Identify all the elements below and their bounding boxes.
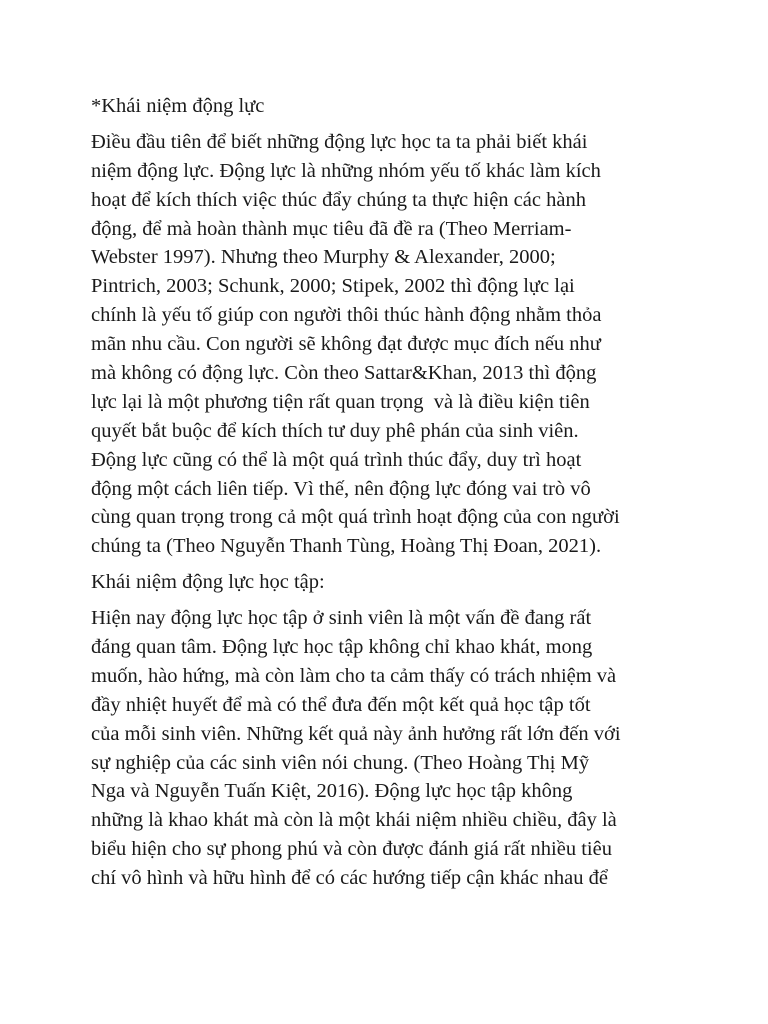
- paragraph-line: biểu hiện cho sự phong phú và còn được đánh giá rất nhiều tiêu: [91, 838, 612, 861]
- paragraph-line: hoạt để kích thích việc thúc đẩy chúng ta thực hiện các hành: [91, 188, 586, 211]
- paragraph-line: Nga và Nguyễn Tuấn Kiệt, 2016). Động lực học tập không: [91, 780, 573, 803]
- paragraph-line: Pintrich, 2003; Schunk, 2000; Stipek, 2002 thì động lực lại: [91, 275, 575, 298]
- paragraph-learning-motivation: [91, 604, 691, 893]
- paragraph-line: lực lại là một phương tiện rất quan trọng và là điều kiện tiên: [91, 390, 590, 413]
- paragraph-line: đầy nhiệt huyết để mà có thể đưa đến một kết quả học tập tốt: [91, 693, 591, 716]
- section-heading-motivation-concept: *Khái niệm động lực: [91, 95, 265, 117]
- paragraph-line: mà không có động lực. Còn theo Sattar&Khan, 2013 thì động: [91, 362, 597, 385]
- section-heading-learning-motivation: Khái niệm động lực học tập:: [91, 571, 325, 594]
- paragraph-line: chính là yếu tố giúp con người thôi thúc hành động nhằm thỏa: [91, 304, 602, 327]
- paragraph-line: Hiện nay động lực học tập ở sinh viên là một vấn đề đang rất: [91, 607, 592, 630]
- paragraph-line: động một cách liên tiếp. Vì thế, nên động lực đóng vai trò vô: [91, 477, 591, 500]
- paragraph-line: những là khao khát mà còn là một khái niệm nhiều chiều, đây là: [91, 809, 617, 832]
- paragraph-line: mãn nhu cầu. Con người sẽ không đạt được mục đích nếu như: [91, 333, 601, 356]
- paragraph-line: động, để mà hoàn thành mục tiêu đã đề ra (Theo Merriam-: [91, 217, 572, 240]
- paragraph-line: Động lực cũng có thể là một quá trình thúc đẩy, duy trì hoạt: [91, 448, 582, 471]
- paragraph-line: muốn, hào hứng, mà còn làm cho ta cảm thấy có trách nhiệm và: [91, 664, 617, 687]
- paragraph-line: chí vô hình và hữu hình để có các hướng tiếp cận khác nhau để: [91, 867, 608, 890]
- paragraph-line: niệm động lực. Động lực là những nhóm yếu tố khác làm kích: [91, 159, 601, 182]
- paragraph-line: quyết bắt buộc để kích thích tư duy phê phán của sinh viên.: [91, 419, 579, 442]
- paragraph-line: Điều đầu tiên để biết những động lực học ta ta phải biết khái: [91, 130, 588, 153]
- paragraph-line: Webster 1997). Nhưng theo Murphy & Alexander, 2000;: [91, 246, 556, 269]
- paragraph-motivation-concept: [91, 128, 691, 561]
- paragraph-line: của mỗi sinh viên. Những kết quả này ảnh hưởng rất lớn đến với: [91, 722, 621, 745]
- paragraph-line: sự nghiệp của các sinh viên nói chung. (Theo Hoàng Thị Mỹ: [91, 751, 590, 774]
- paragraph-line: chúng ta (Theo Nguyễn Thanh Tùng, Hoàng Thị Đoan, 2021).: [91, 535, 602, 558]
- document-body: [91, 92, 691, 893]
- paragraph-line: đáng quan tâm. Động lực học tập không chỉ khao khát, mong: [91, 636, 593, 659]
- paragraph-line: cùng quan trọng trong cả một quá trình hoạt động của con người: [91, 506, 620, 529]
